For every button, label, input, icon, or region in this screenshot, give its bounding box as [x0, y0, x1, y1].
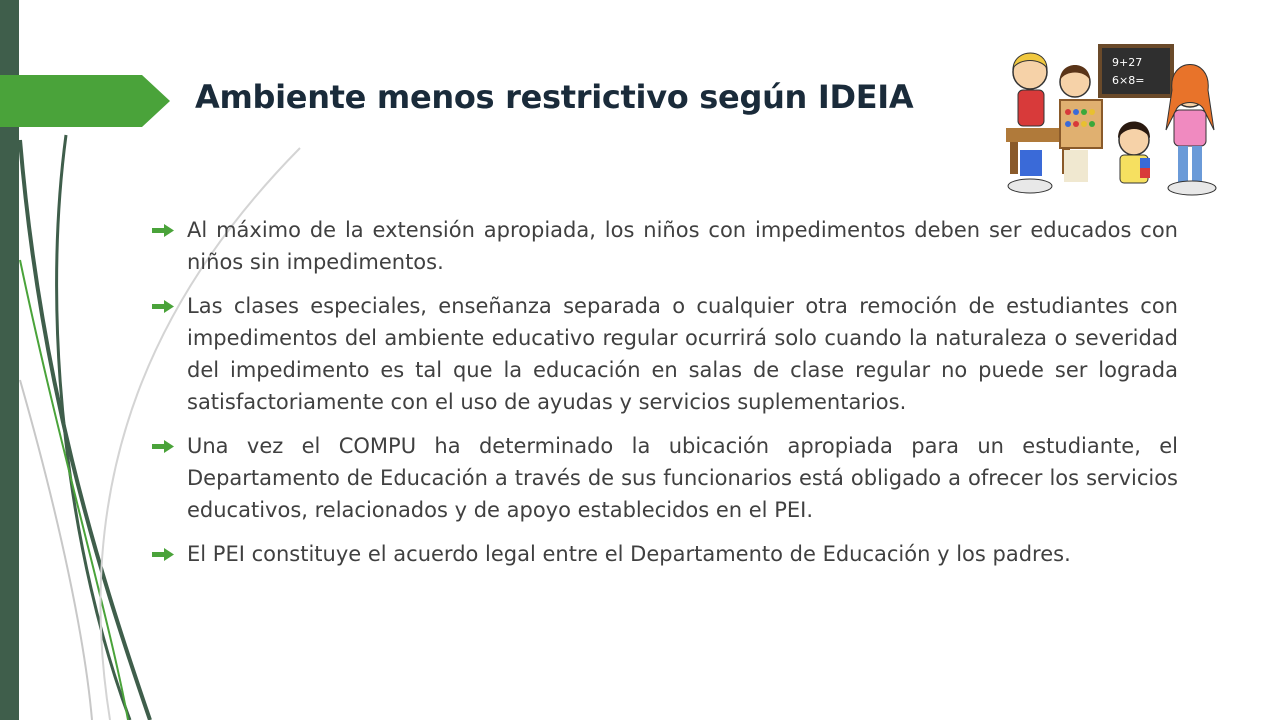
bullet-text: Una vez el COMPU ha determinado la ubicación apropiada para un estudiante, el Departamento de Educación a través de sus funcionarios está obligado a ofrecer los servicios educativos, relacionados y de apoyo establecidos en el PEI.	[187, 434, 1178, 522]
board-line-2: 6×8=	[1112, 74, 1145, 87]
bullet-text: Al máximo de la extensión apropiada, los niños con impedimentos deben ser educados con niños sin impedimentos.	[187, 218, 1178, 274]
bullet-item	[152, 430, 1178, 526]
arrow-bullet-icon	[152, 440, 174, 453]
title-arrow-icon	[0, 75, 170, 127]
bullet-item	[152, 538, 1178, 570]
bullet-text: El PEI constituye el acuerdo legal entre el Departamento de Educación y los padres.	[187, 542, 1071, 566]
bullet-text: Las clases especiales, enseñanza separada o cualquier otra remoción de estudiantes con impedimentos del ambiente educativo regular ocurrirá solo cuando la naturaleza o severidad del impedimento es tal que la educación en salas de clase regular no puede ser lograda satisfactoriamente con el uso de ayudas y servicios suplementarios.	[187, 294, 1178, 414]
bullet-item	[152, 290, 1178, 418]
arrow-bullet-icon	[152, 548, 174, 561]
board-line-1: 9+27	[1112, 56, 1143, 69]
arrow-bullet-icon	[152, 224, 174, 237]
children-classroom-icon	[1000, 40, 1228, 198]
bullet-list	[152, 214, 1178, 582]
slide-title: Ambiente menos restrictivo según IDEIA	[195, 78, 914, 116]
arrow-bullet-icon	[152, 300, 174, 313]
bullet-item	[152, 214, 1178, 278]
